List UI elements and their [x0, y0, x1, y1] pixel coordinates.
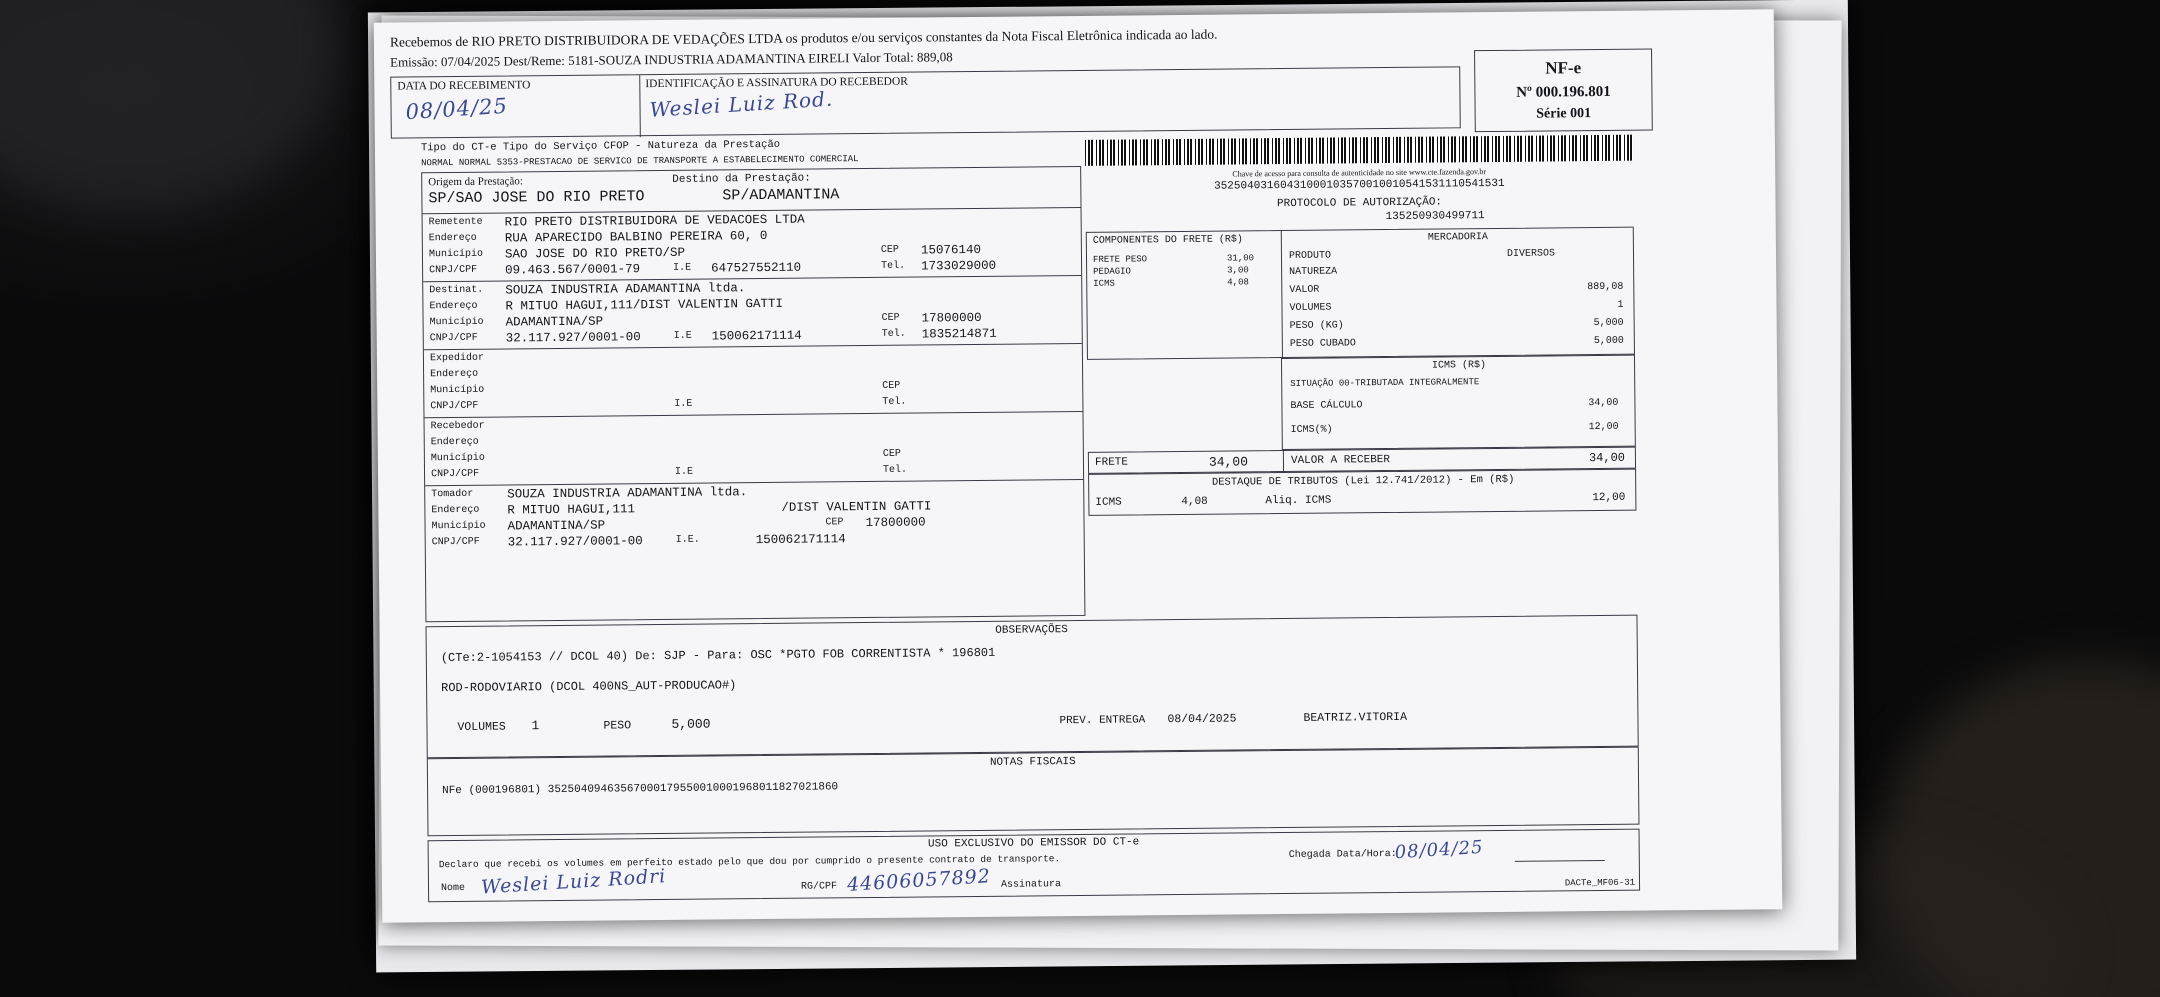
remetente-tel-label: Tel.: [881, 260, 906, 272]
receivable-value: 34,00: [1588, 450, 1626, 466]
notas-fiscais-line: NFe (000196801) 35250409463567000179550010001968011827021860: [442, 781, 839, 798]
origin-value: SP/SAO JOSE DO RIO PRETO: [428, 188, 645, 208]
observations-line2: ROD-RODOVIARIO (DCOL 400NS_AUT-PRODUCAO#): [441, 678, 737, 696]
authorization-protocol-value: 135250930499711: [1385, 210, 1485, 224]
destinatario-name: SOUZA INDUSTRIA ADAMANTINA ltda.: [505, 281, 746, 298]
recebedor-cnpj-label: CNPJ/CPF: [431, 468, 480, 481]
remetente-cep: 15076140: [920, 242, 982, 258]
expedidor-cep-label: CEP: [882, 380, 901, 392]
destinatario-endereco: R MITUO HAGUI,111/DIST VALENTIN GATTI: [505, 296, 784, 314]
destinatario-ie-label: I.E: [673, 330, 692, 342]
tributos-aliq-label: Aliq. ICMS: [1265, 494, 1332, 508]
merch-row-1-label: NATUREZA: [1289, 266, 1338, 278]
authorization-protocol-label: PROTOCOLO DE AUTORIZAÇÃO:: [1276, 196, 1443, 211]
recebedor-tel-label: Tel.: [882, 464, 908, 476]
freight-total-label: FRETE: [1094, 456, 1129, 469]
observations-peso-label: PESO: [603, 719, 632, 733]
merch-row-5-label: PESO CUBADO: [1289, 338, 1356, 350]
freight-total-value: 34,00: [1208, 454, 1249, 470]
merch-row-2-value: 889,08: [1587, 281, 1624, 294]
icms-base-label: BASE CÁLCULO: [1290, 400, 1363, 412]
receipt-date-label: DATA DO RECEBIMENTO: [397, 79, 531, 93]
receipt-header-block: [386, 22, 1467, 142]
freight-components-title: COMPONENTES DO FRETE (R$): [1092, 234, 1243, 247]
observations-box: [426, 615, 1639, 759]
expedidor-cnpj-label: CNPJ/CPF: [430, 400, 479, 413]
remetente-endereco-label: Endereço: [428, 232, 477, 245]
chegada-handwritten: 08/04/25: [1394, 836, 1485, 864]
destinatario-municipio: ADAMANTINA/SP: [505, 314, 604, 330]
tomador-municipio-label: Município: [431, 520, 486, 533]
destinatario-endereco-label: Endereço: [429, 300, 478, 313]
receipt-signature-label: IDENTIFICAÇÃO E ASSINATURA DO RECEBEDOR: [645, 75, 908, 91]
observations-volumes-label: VOLUMES: [457, 720, 506, 734]
tributos-icms-value: 4,08: [1181, 495, 1208, 509]
origin-label: Origem da Prestação:: [428, 175, 523, 189]
freight-merch-box: [1086, 227, 1635, 360]
tomador-title: Tomador: [431, 488, 474, 501]
nfe-identification-box: [1474, 48, 1653, 132]
observations-volumes-value: 1: [531, 718, 540, 734]
merch-row-3-value: 1: [1617, 299, 1624, 311]
remetente-tel: 1733029000: [921, 258, 997, 274]
assinatura-label: Assinatura: [1000, 879, 1062, 891]
rg-cpf-label: RG/CPF: [800, 881, 838, 893]
destinatario-tel-label: Tel.: [881, 328, 906, 340]
tomador-cnpj-label: CNPJ/CPF: [431, 536, 480, 549]
freight-row-2-label: ICMS: [1093, 278, 1115, 289]
parties-block: [421, 166, 1085, 622]
destinatario-cnpj: 32.117.927/0001-00: [505, 330, 641, 346]
nome-handwritten: Weslei Luiz Rodri: [480, 865, 667, 899]
notas-fiscais-title: NOTAS FISCAIS: [989, 756, 1076, 769]
icms-title: ICMS (R$): [1431, 360, 1487, 372]
tomador-ie: 150062171114: [755, 532, 846, 548]
destinatario-ie: 150062171114: [711, 328, 802, 344]
merch-row-0-value: DIVERSOS: [1506, 248, 1556, 260]
access-key-barcode: [1085, 135, 1633, 170]
cte-type-header: Tipo do CT-e Tipo do Serviço CFOP - Natureza da Prestação: [420, 138, 781, 155]
freight-row-1-value: 3,00: [1227, 265, 1249, 276]
remetente-cnpj-label: CNPJ/CPF: [429, 264, 478, 277]
remetente-cnpj: 09.463.567/0001-79: [505, 262, 641, 278]
merch-row-3-label: VOLUMES: [1289, 302, 1332, 314]
notas-fiscais-box: [427, 747, 1640, 837]
merch-row-5-value: 5,000: [1593, 335, 1624, 348]
nfe-title: NF-e: [1545, 58, 1582, 78]
tomador-cep-label: CEP: [825, 517, 844, 529]
observations-prev-value: 08/04/2025: [1167, 712, 1237, 727]
merch-row-0-label: PRODUTO: [1288, 250, 1332, 262]
observations-title: OBSERVAÇÕES: [995, 624, 1068, 637]
receipt-box-divider: [639, 75, 641, 137]
receipt-boxes: [390, 66, 1461, 138]
remetente-title: Remetente: [428, 216, 483, 229]
tomador-cep: 17800000: [865, 515, 926, 531]
receipt-statement-line2: Emissão: 07/04/2025 Dest/Reme: 5181-SOUZA INDUSTRIA ADAMANTINA EIRELI Valor Total: 889,08: [390, 49, 953, 70]
tributos-box: [1088, 469, 1636, 516]
observations-line1: (CTe:2-1054153 // DCOL 40) De: SJP - Para: OSC *PGTO FOB CORRENTISTA * 196801: [440, 645, 996, 666]
remetente-municipio: SAO JOSE DO RIO PRETO/SP: [504, 245, 686, 262]
remetente-name: RIO PRETO DISTRIBUIDORA DE VEDACOES LTDA: [504, 212, 805, 230]
expedidor-title: Expedidor: [429, 352, 485, 365]
icms-situation: SITUAÇÃO 00-TRIBUTADA INTEGRALMENTE: [1290, 377, 1480, 389]
chegada-time-line: [1515, 860, 1605, 862]
destinatario-municipio-label: Município: [429, 316, 484, 329]
recebedor-municipio-label: Município: [430, 452, 485, 465]
remetente-ie-label: I.E: [673, 262, 692, 274]
footer-code: DACTe_MF06-31: [1564, 877, 1636, 889]
freight-row-2-value: 4,08: [1227, 277, 1249, 288]
tributos-icms-label: ICMS: [1095, 496, 1122, 509]
receipt-signature-handwritten: Weslei Luiz Rod.: [648, 86, 834, 122]
icms-percent-value: 12,00: [1588, 421, 1619, 434]
merchandise-title: MERCADORIA: [1427, 232, 1488, 244]
freight-row-1-label: PEDAGIO: [1093, 266, 1131, 277]
access-key-value: 35250403160431000103570010010541531110541531: [1214, 177, 1505, 193]
tomador-endereco: R MITUO HAGUI,111: [507, 502, 635, 518]
remetente-cep-label: CEP: [880, 244, 899, 256]
destinatario-cep: 17800000: [921, 310, 982, 326]
expedidor-endereco-label: Endereço: [430, 368, 479, 381]
receipt-date-handwritten: 08/04/25: [404, 93, 509, 125]
cte-body: [420, 138, 1638, 899]
tomador-cnpj: 32.117.927/0001-00: [507, 534, 643, 550]
destinatario-title: Destinat.: [429, 284, 484, 297]
destination-value: SP/ADAMANTINA: [722, 186, 840, 205]
nome-label: Nome: [440, 882, 466, 895]
remetente-ie: 647527552110: [711, 260, 802, 276]
freight-row-0-value: 31,00: [1226, 253, 1255, 264]
observations-driver: BEATRIZ.VITORIA: [1303, 710, 1408, 725]
access-key-caption: Chave de acesso para consulta de autenticidade no site www.cte.fazenda.gov.br: [1232, 167, 1487, 179]
icms-percent-label: ICMS(%): [1290, 424, 1333, 436]
nfe-series: Série 001: [1536, 106, 1592, 122]
observations-prev-label: PREV. ENTREGA: [1059, 714, 1146, 728]
recebedor-endereco-label: Endereço: [430, 436, 479, 449]
receivable-label: VALOR A RECEBER: [1290, 454, 1391, 467]
nfe-number: Nº 000.196.801: [1516, 83, 1611, 101]
recebedor-ie-label: I.E: [674, 466, 694, 478]
expedidor-municipio-label: Município: [430, 384, 485, 397]
cte-document: [374, 9, 1783, 922]
expedidor-ie-label: I.E: [674, 398, 693, 410]
tomador-municipio: ADAMANTINA/SP: [507, 518, 606, 534]
tributos-title: DESTAQUE DE TRIBUTOS (Lei 12.741/2012) - Em (R$): [1211, 473, 1515, 489]
freight-row-0-label: FRETE PESO: [1092, 254, 1148, 265]
remetente-endereco: RUA APARECIDO BALBINO PEREIRA 60, 0: [504, 228, 768, 246]
cte-type-values: NORMAL NORMAL 5353-PRESTACAO DE SERVICO DE TRANSPORTE A ESTABELECIMENTO COMERCIAL: [421, 154, 859, 169]
destinatario-cnpj-label: CNPJ/CPF: [429, 332, 478, 345]
icms-base-value: 34,00: [1588, 397, 1619, 410]
merch-row-4-value: 5,000: [1593, 317, 1624, 330]
expedidor-tel-label: Tel.: [882, 396, 907, 408]
tomador-name: SOUZA INDUSTRIA ADAMANTINA ltda.: [507, 485, 748, 502]
tomador-ie-label: I.E.: [675, 534, 700, 546]
icms-box: [1281, 355, 1636, 450]
uso-exclusivo-box: [428, 829, 1641, 903]
destination-label: Destino da Prestação:: [672, 172, 811, 186]
uso-exclusivo-title: USO EXCLUSIVO DO EMISSOR DO CT-e: [927, 836, 1140, 851]
background-shadow-top-left: [0, 0, 340, 210]
tomador-endereco-extra: /DIST VALENTIN GATTI: [781, 499, 932, 515]
merch-row-2-label: VALOR: [1289, 284, 1320, 296]
rg-cpf-handwritten: 44606057892: [846, 865, 992, 896]
tomador-endereco-label: Endereço: [431, 504, 480, 517]
recebedor-cep-label: CEP: [882, 448, 901, 460]
recebedor-title: Recebedor: [430, 420, 485, 433]
uso-declaration: Declaro que recebi os volumes em perfeito estado pelo que dou por cumprido o presente contrato de transporte.: [438, 853, 1061, 871]
destinatario-cep-label: CEP: [881, 312, 900, 324]
remetente-municipio-label: Município: [428, 248, 484, 261]
destinatario-tel: 1835214871: [921, 326, 997, 342]
merch-row-4-label: PESO (KG): [1289, 320, 1344, 332]
receipt-statement-line1: Recebemos de RIO PRETO DISTRIBUIDORA DE VEDAÇÕES LTDA os produtos e/ou serviços constantes da Nota Fiscal Eletrônica indicada ao lado.: [389, 26, 1218, 50]
freight-summary-block: [1085, 135, 1637, 588]
chegada-label: Chegada Data/Hora:: [1288, 848, 1397, 861]
tributos-aliq-value: 12,00: [1592, 491, 1626, 505]
observations-peso-value: 5,000: [671, 716, 711, 732]
